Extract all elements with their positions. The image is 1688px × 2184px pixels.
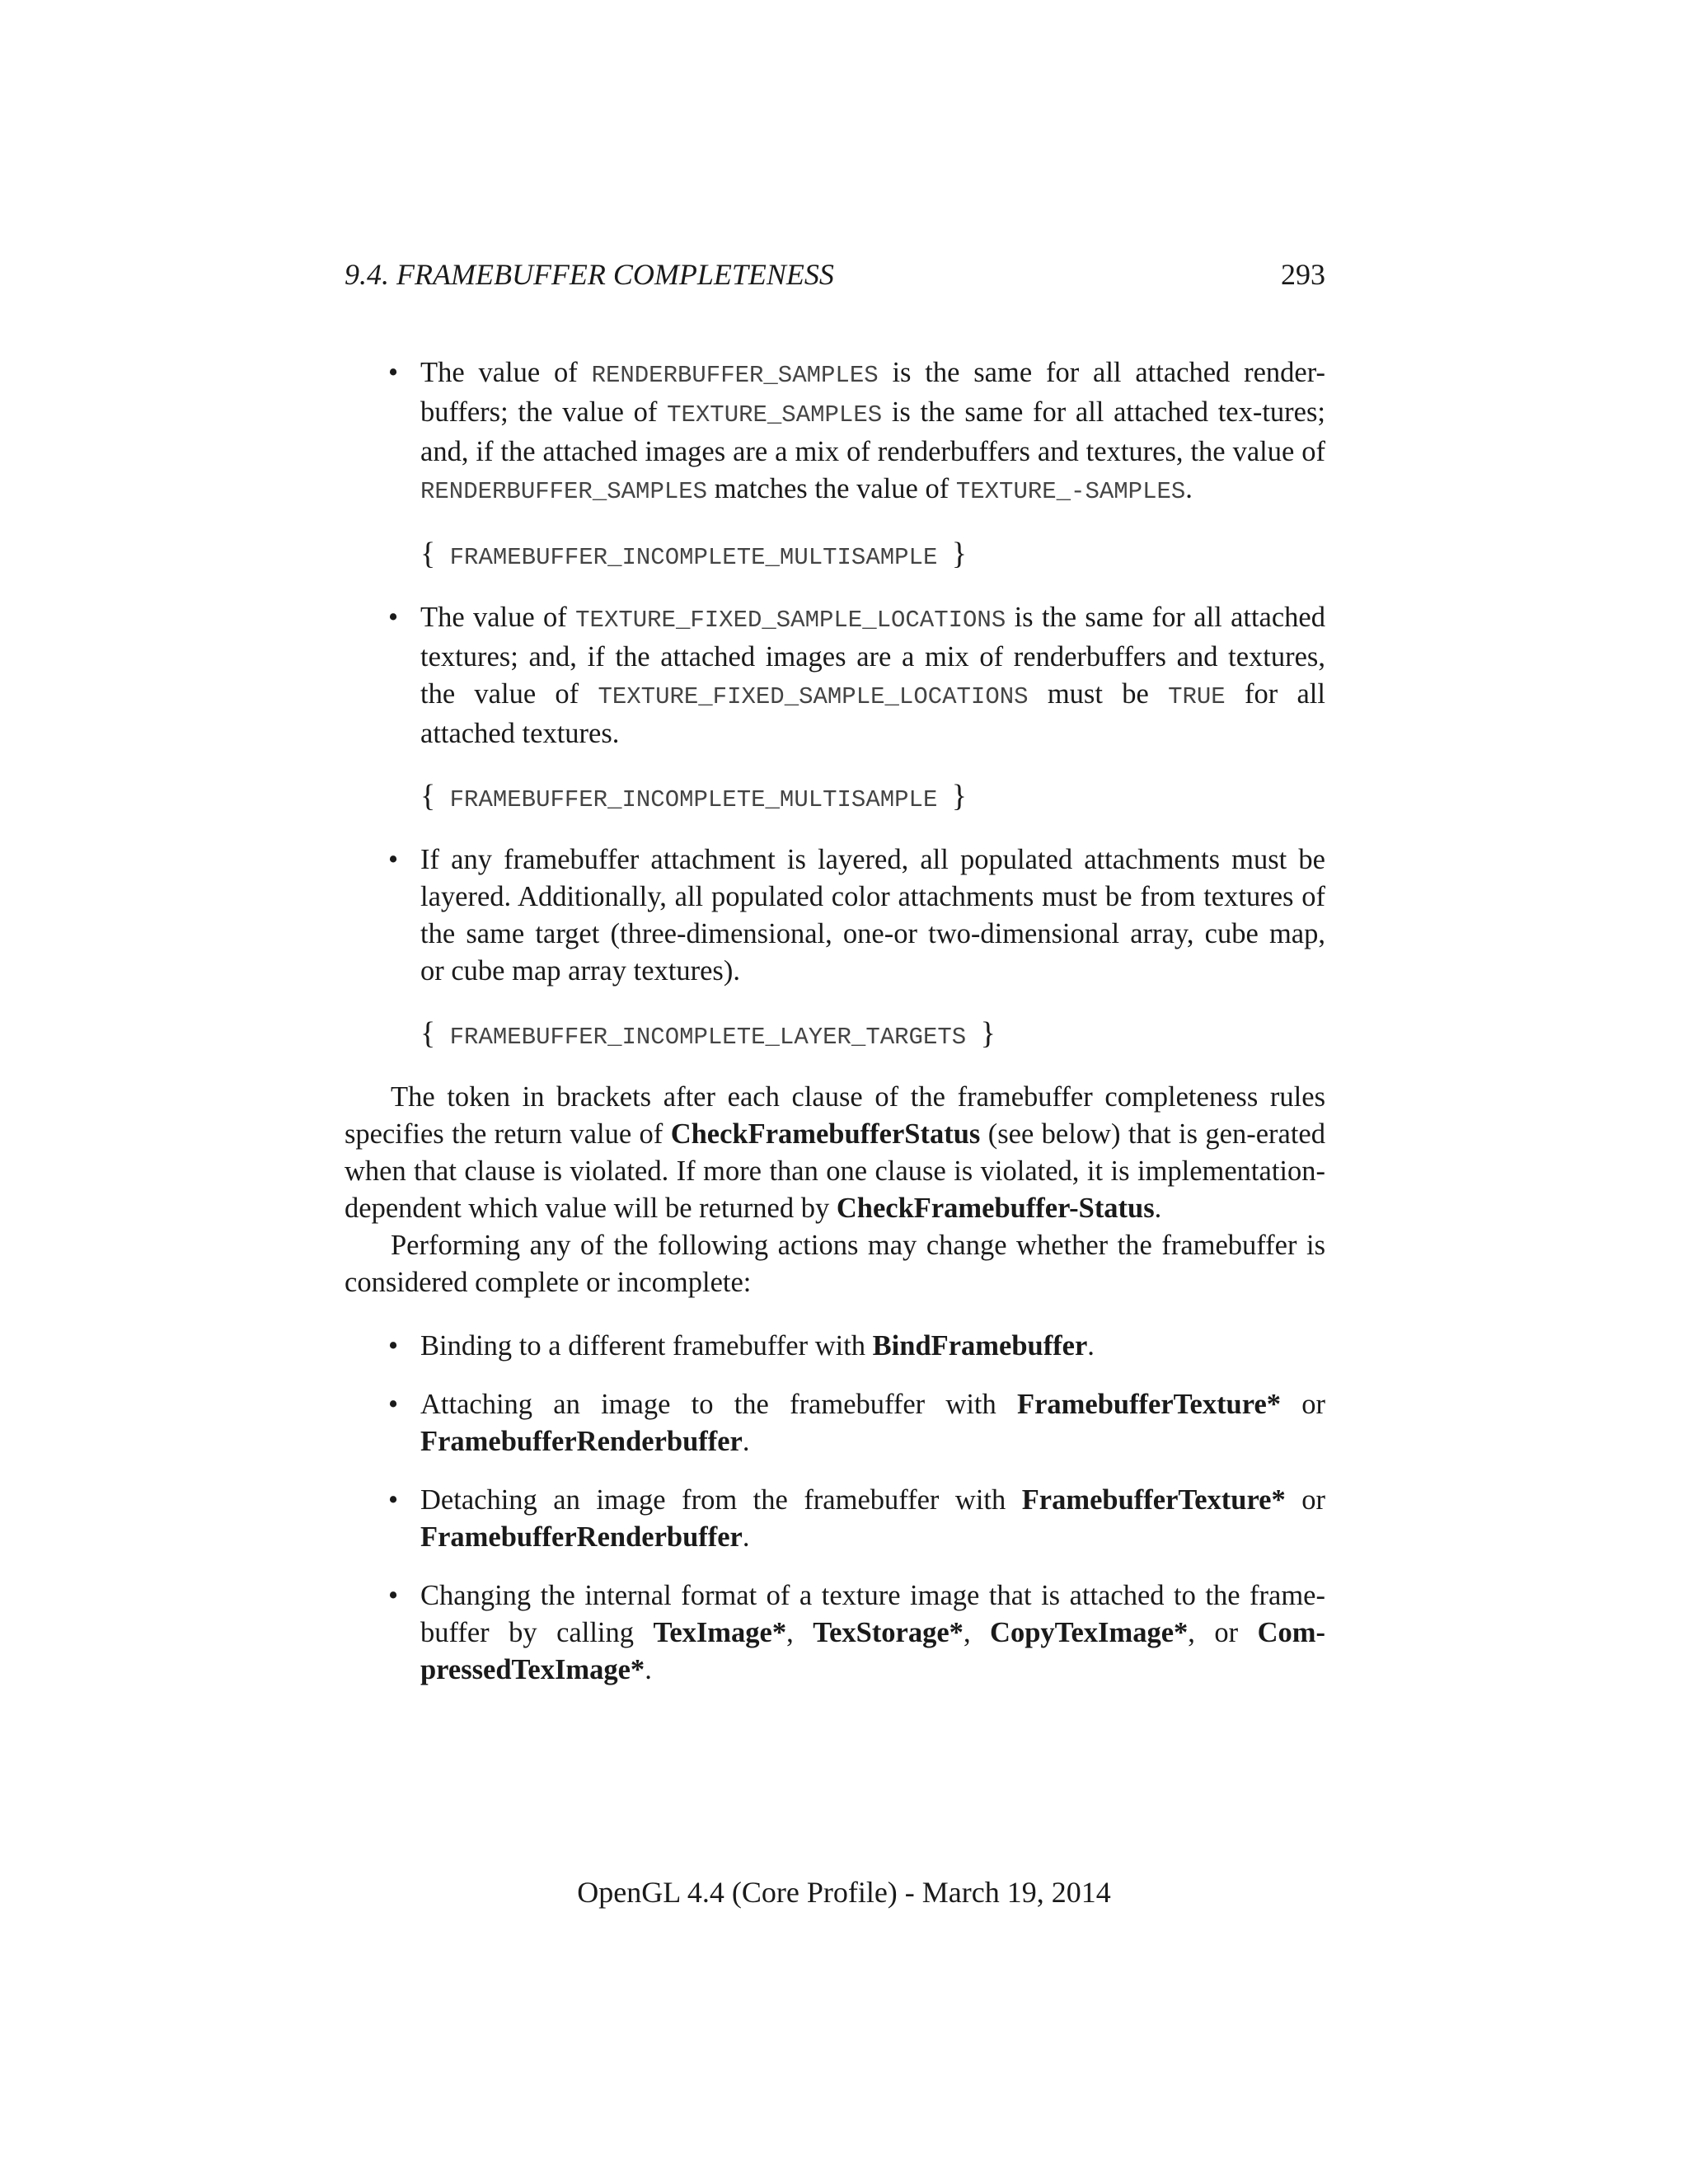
status-token-line [345,536,1325,576]
bullet-icon: • [388,602,399,633]
body-paragraphs [345,1079,1325,1328]
section-title: 9.4. FRAMEBUFFER COMPLETENESS [345,258,834,291]
code-token: RENDERBUFFER_SAMPLES [420,478,708,505]
text-run: , [786,1617,814,1648]
list-item [345,354,1325,510]
text-run: must be [1028,678,1169,710]
page-number: 293 [1281,258,1325,291]
command-name: FramebufferRenderbuffer [420,1521,743,1553]
bullet-icon: • [388,844,399,875]
command-name: TexStorage* [813,1617,964,1648]
list-item [345,1482,1325,1556]
command-name: TexImage* [653,1617,787,1648]
status-token: FRAMEBUFFER_INCOMPLETE_MULTISAMPLE [435,544,952,571]
text-run: If any framebuffer attachment is layered, all populated attachments must be layered. Additionally, all populated color attachments must be from textures of the same target (three-dimensional, one-or two-dimensional array, cube map, or cube map array textures). [420,844,1325,987]
open-brace: { [420,537,436,571]
text-run: . [742,1426,750,1457]
text-run: , or [1188,1617,1258,1648]
text-run: is the same for all attached textures; and, if the attached images are a mix of renderbuffers and textures, the value of [420,602,1325,710]
text-run: . [1154,1193,1162,1224]
bullet-icon: • [388,1484,399,1516]
text-run: , [963,1617,991,1648]
code-token: TEXTURE_-SAMPLES [955,478,1186,505]
code-token: RENDERBUFFER_SAMPLES [591,362,879,389]
list-item-text [420,354,1325,510]
list-item [345,1386,1325,1460]
text-run: . [1087,1330,1095,1361]
list-item [345,841,1325,990]
text-run: The value of [420,357,592,388]
list-item-text [420,1482,1325,1556]
text-run: The token in brackets after each clause of the framebuffer completeness rules specifies the return value of [345,1081,1325,1150]
text-run: Binding to a different framebuffer with [420,1330,873,1361]
command-name: FramebufferRenderbuffer [420,1426,743,1457]
list-item-text [420,599,1325,752]
text-run: Changing the internal format of a texture image that is attached to the frame-buffer by calling [420,1580,1325,1648]
text-run: for all attached textures. [420,678,1325,749]
bullet-icon: • [388,1330,399,1361]
text-run: Attaching an image to the framebuffer with [420,1389,1017,1420]
bullet-icon: • [388,357,399,388]
text-run: or [1281,1389,1325,1420]
command-name: FramebufferTexture* [1017,1389,1282,1420]
command-name: CheckFramebuffer-Status [836,1193,1155,1224]
text-run: matches the value of [707,473,956,504]
running-header [345,257,1325,298]
command-name: Com-pressedTexImage* [420,1617,1326,1685]
close-brace: } [980,1016,996,1051]
command-name: CheckFramebufferStatus [670,1118,981,1150]
text-run: The value of [420,602,576,633]
status-token-line [345,778,1325,818]
status-token: FRAMEBUFFER_INCOMPLETE_MULTISAMPLE [435,786,952,813]
close-brace: } [951,779,968,813]
requirements-list [345,354,1325,1056]
text-run: (see below) that is gen-erated when that clause is violated. If more than one clause is violated, it is implementation-dependent which value will be returned by [345,1118,1325,1224]
list-item [345,1328,1325,1365]
command-name: FramebufferTexture* [1021,1484,1286,1516]
body-paragraph [345,1227,1325,1301]
text-run: is the same for all attached tex-tures; and, if the attached images are a mix of renderbuffers and textures, the value of [420,396,1325,467]
open-brace: { [420,779,436,813]
page-footer: OpenGL 4.4 (Core Profile) - March 19, 2014 [577,1876,1111,1909]
open-brace: { [420,1016,436,1051]
text-run: or [1285,1484,1325,1516]
code-token: TEXTURE_FIXED_SAMPLE_LOCATIONS [598,683,1029,710]
code-token: TEXTURE_SAMPLES [667,401,883,429]
list-item-text [420,1328,1325,1365]
code-token: TRUE [1168,683,1226,710]
list-item-text [420,841,1325,990]
list-item [345,1577,1325,1689]
code-token: TEXTURE_FIXED_SAMPLE_LOCATIONS [575,607,1006,634]
text-run: . [645,1654,652,1685]
text-run: Detaching an image from the framebuffer with [420,1484,1022,1516]
text-run: . [742,1521,750,1553]
text-run: . [1185,473,1193,504]
status-token: FRAMEBUFFER_INCOMPLETE_LAYER_TARGETS [435,1024,981,1051]
actions-list [345,1328,1325,1689]
command-name: BindFramebuffer [872,1330,1088,1361]
bullet-icon: • [388,1389,399,1420]
bullet-icon: • [388,1580,399,1611]
list-item-text [420,1577,1325,1689]
list-item-text [420,1386,1325,1460]
command-name: CopyTexImage* [990,1617,1189,1648]
page-body [345,354,1325,1689]
text-run: Performing any of the following actions may change whether the framebuffer is considered complete or incomplete: [345,1230,1325,1298]
status-token-line [345,1015,1325,1056]
body-paragraph [345,1079,1325,1227]
list-item [345,599,1325,752]
close-brace: } [951,537,968,571]
text-run: is the same for all attached render-buffers; the value of [420,357,1325,428]
